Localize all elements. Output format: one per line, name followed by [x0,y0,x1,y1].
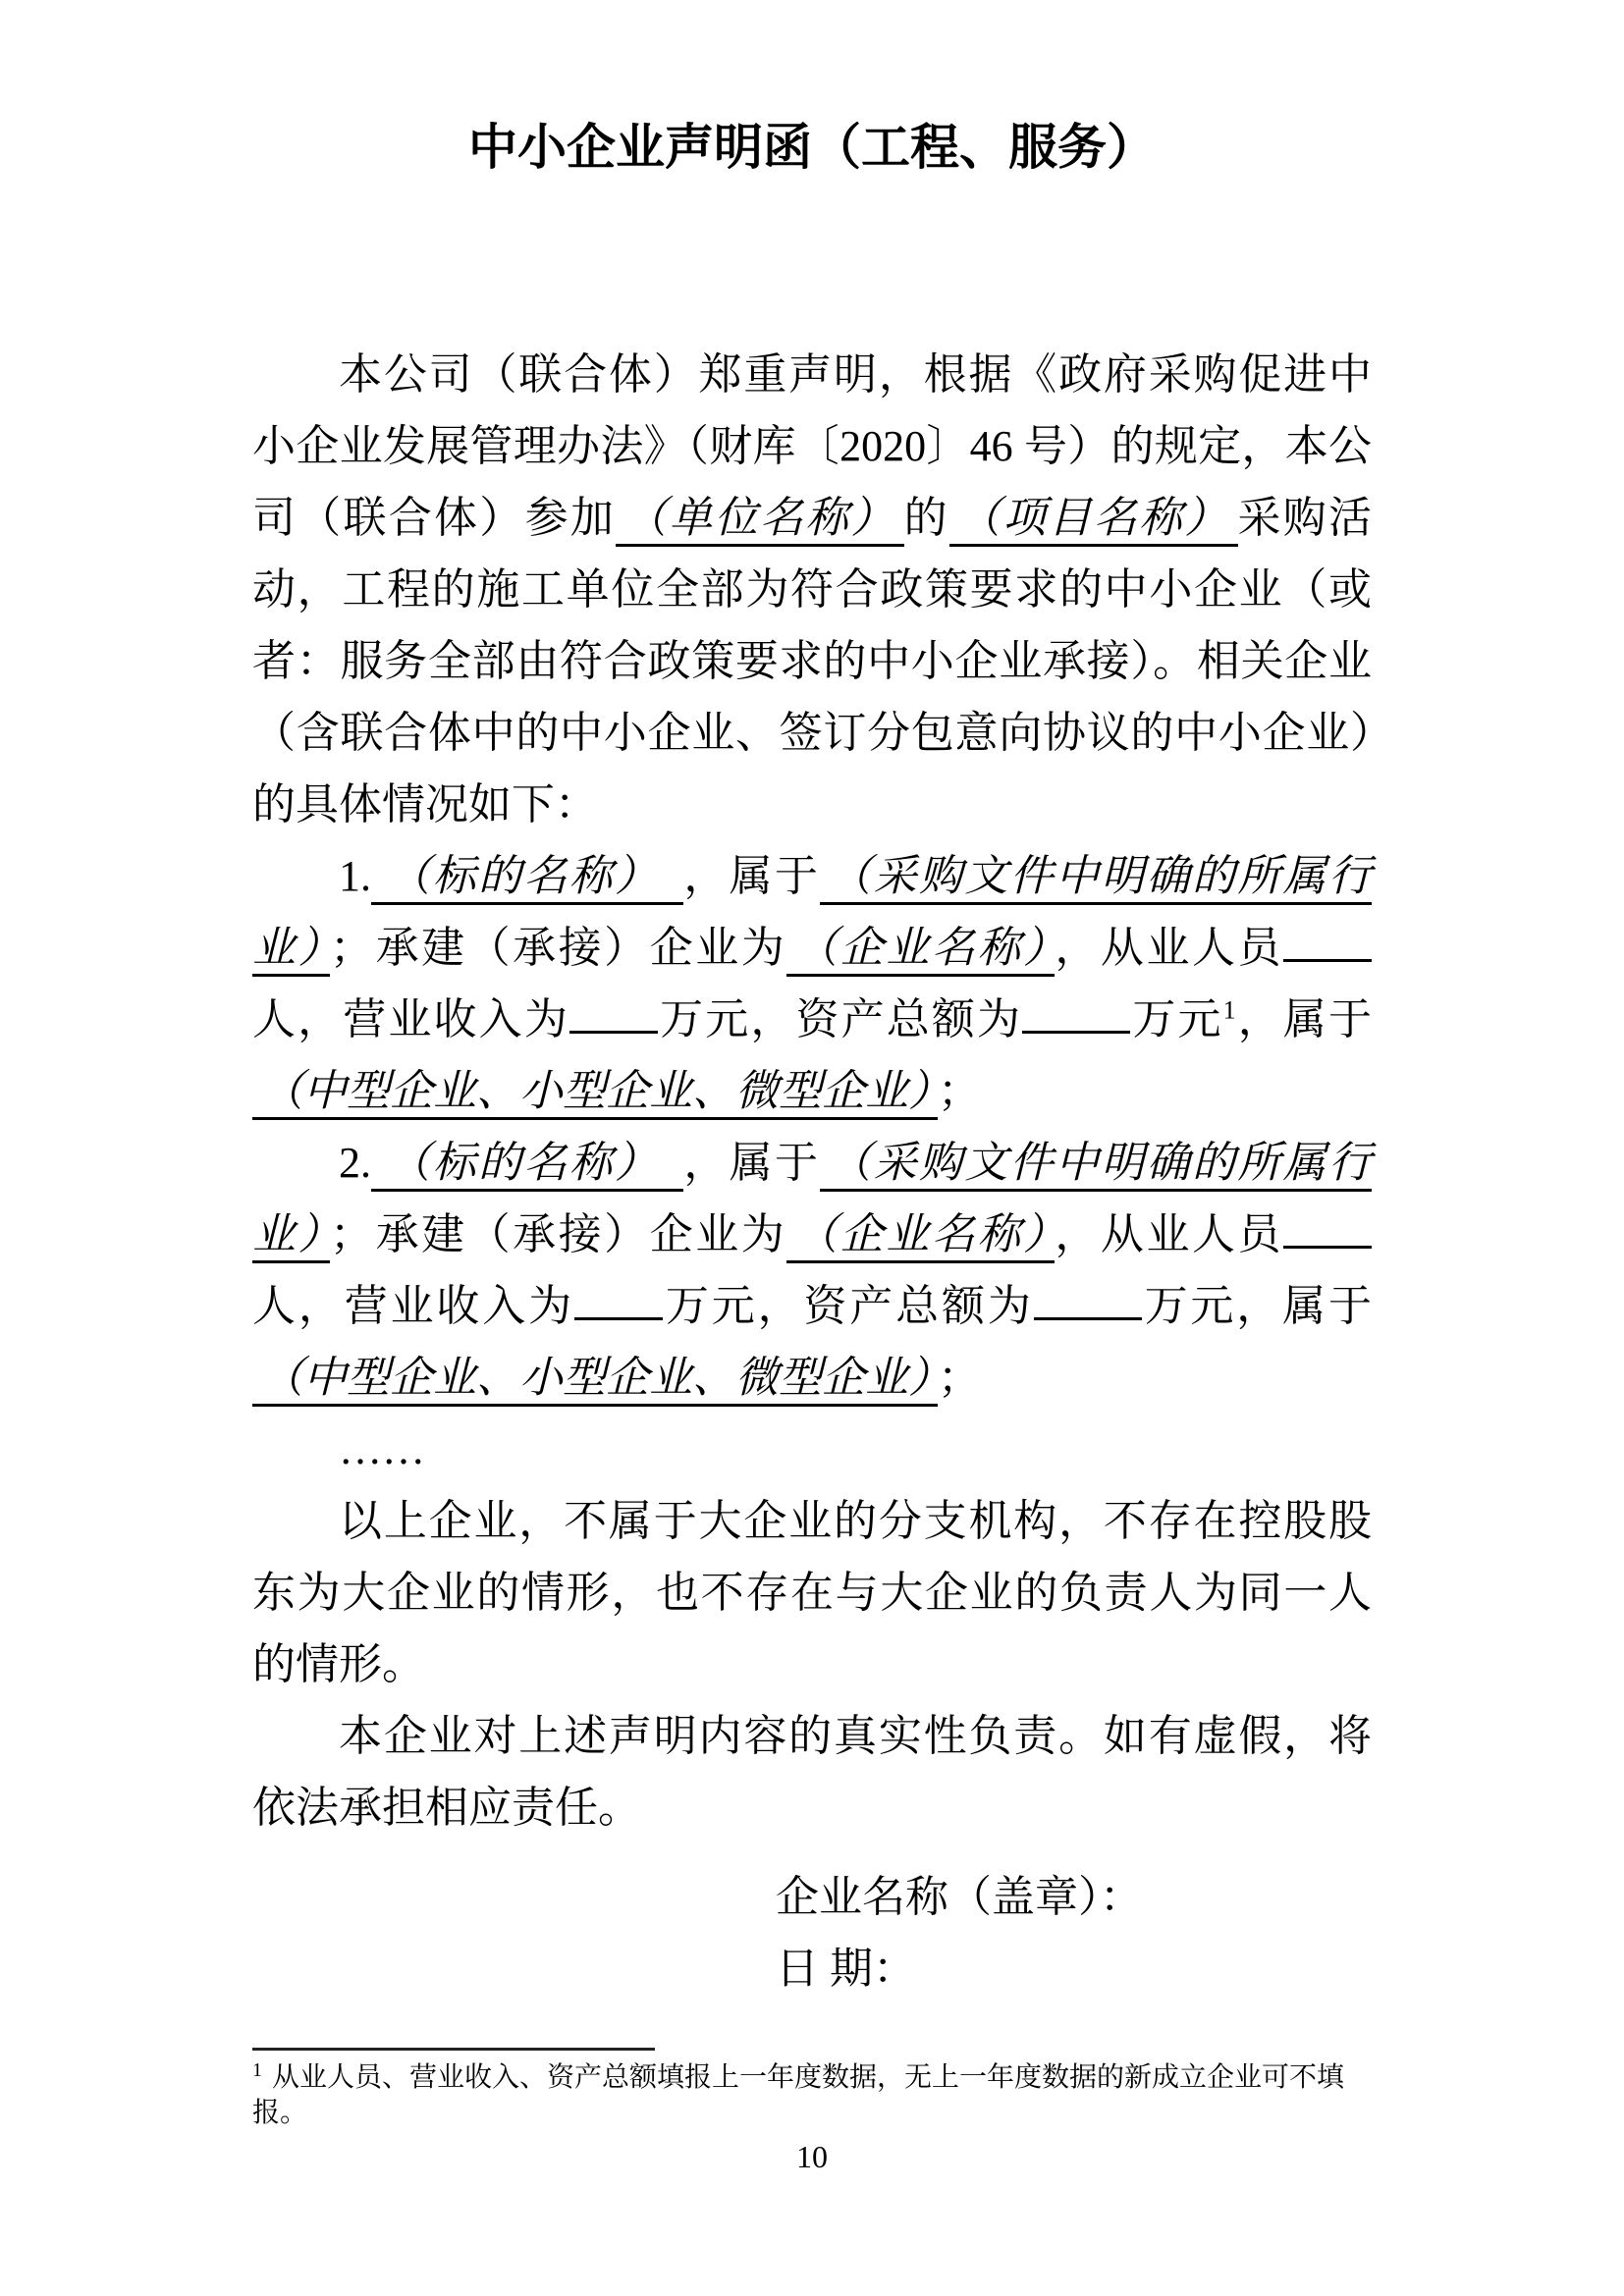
placeholder-subject-name-1: （标的名称） [371,852,683,905]
body-text [252,339,1372,2004]
item1-text-6: 万元 [1130,995,1223,1043]
item1-text-5: 万元，资产总额为 [657,995,1023,1043]
blank-employees-2 [1283,1206,1372,1249]
page-title: 中小企业声明函（工程、服务） [468,120,1156,175]
footnote-text: 从业人员、营业收入、资产总额填报上一年度数据，无上一年度数据的新成立企业可不填报。 [252,2062,1345,2128]
blank-assets-1 [1022,991,1130,1034]
page-number: 10 [796,2139,828,2174]
document-content [252,0,1372,2004]
item2-text-4: 人，营业收入为 [252,1282,574,1330]
item1-text-2: ；承建（承接）企业为 [330,924,787,972]
footnote-reference-mark: 1 [1222,995,1236,1025]
item2-text-6: 万元 [1141,1282,1237,1330]
placeholder-company-name-1: （企业名称） [786,924,1055,977]
paragraph-declaration [252,339,1372,840]
item2-text-5: 万元，资产总额为 [663,1282,1034,1330]
declaration-text-1: 本公司（联合体）郑重声明，根据《政府采购促进中小企业发展管理办法》（财库〔2020〕46 号）的规定，本公司（联合体）参加 [252,350,1372,542]
placeholder-unit-name: （单位名称） [616,494,904,547]
list-item-1 [252,840,1372,1127]
item2-text-2: ；承建（承接）企业为 [330,1210,787,1258]
item2-text-8: ； [938,1354,981,1402]
item1-text-4: 人，营业收入为 [252,995,569,1043]
declaration-text-2: 的 [903,494,949,542]
item1-text-1: ，属于 [683,852,821,900]
placeholder-subject-name-2: （标的名称） [371,1139,683,1192]
item1-number: 1. [339,852,371,900]
footnote-number: 1 [252,2058,262,2081]
blank-employees-1 [1283,920,1372,962]
item1-text-3: ，从业人员 [1055,924,1284,972]
placeholder-project-name: （项目名称） [949,494,1238,547]
item1-text-8: ； [938,1067,981,1115]
footnote [252,2060,1372,2131]
item2-text-1: ，属于 [683,1139,821,1187]
blank-assets-2 [1034,1278,1142,1320]
paragraph-responsibility: 本企业对上述声明内容的真实性负责。如有虚假，将依法承担相应责任。 [252,1712,1372,1832]
page-footer [252,2048,1372,2175]
placeholder-industry-2: （采购文件中明确的所属行业） [252,1139,1372,1263]
placeholder-industry-1: （采购文件中明确的所属行业） [252,852,1372,977]
list-item-2 [252,1127,1372,1414]
placeholder-enterprise-types-2: （中型企业、小型企业、微型企业） [252,1354,938,1407]
paragraph-not-large-enterprise: 以上企业，不属于大企业的分支机构，不存在控股股东为大企业的情形，也不存在与大企业的负责人为同一人的情形。 [252,1497,1372,1688]
blank-revenue-2 [574,1278,663,1320]
company-seal-label: 企业名称（盖章）： [776,1873,1143,1921]
item2-text-7: ，属于 [1236,1282,1373,1330]
item2-number: 2. [339,1139,371,1187]
blank-revenue-1 [569,991,658,1034]
footnote-separator [252,2048,655,2051]
date-label: 日 期： [776,1945,916,1993]
item2-text-3: ，从业人员 [1055,1210,1284,1258]
placeholder-enterprise-types-1: （中型企业、小型企业、微型企业） [252,1067,938,1120]
placeholder-company-name-2: （企业名称） [786,1210,1055,1263]
signature-block [252,1861,1372,2004]
declaration-text-3: 采购活动，工程的施工单位全部为符合政策要求的中小企业（或者：服务全部由符合政策要求的中小企业承接）。相关企业（含联合体中的中小企业、签订分包意向协议的中小企业）的具体情况如下： [252,494,1373,828]
ellipsis-line: …… [339,1425,425,1473]
item1-text-7: ，属于 [1235,995,1373,1043]
